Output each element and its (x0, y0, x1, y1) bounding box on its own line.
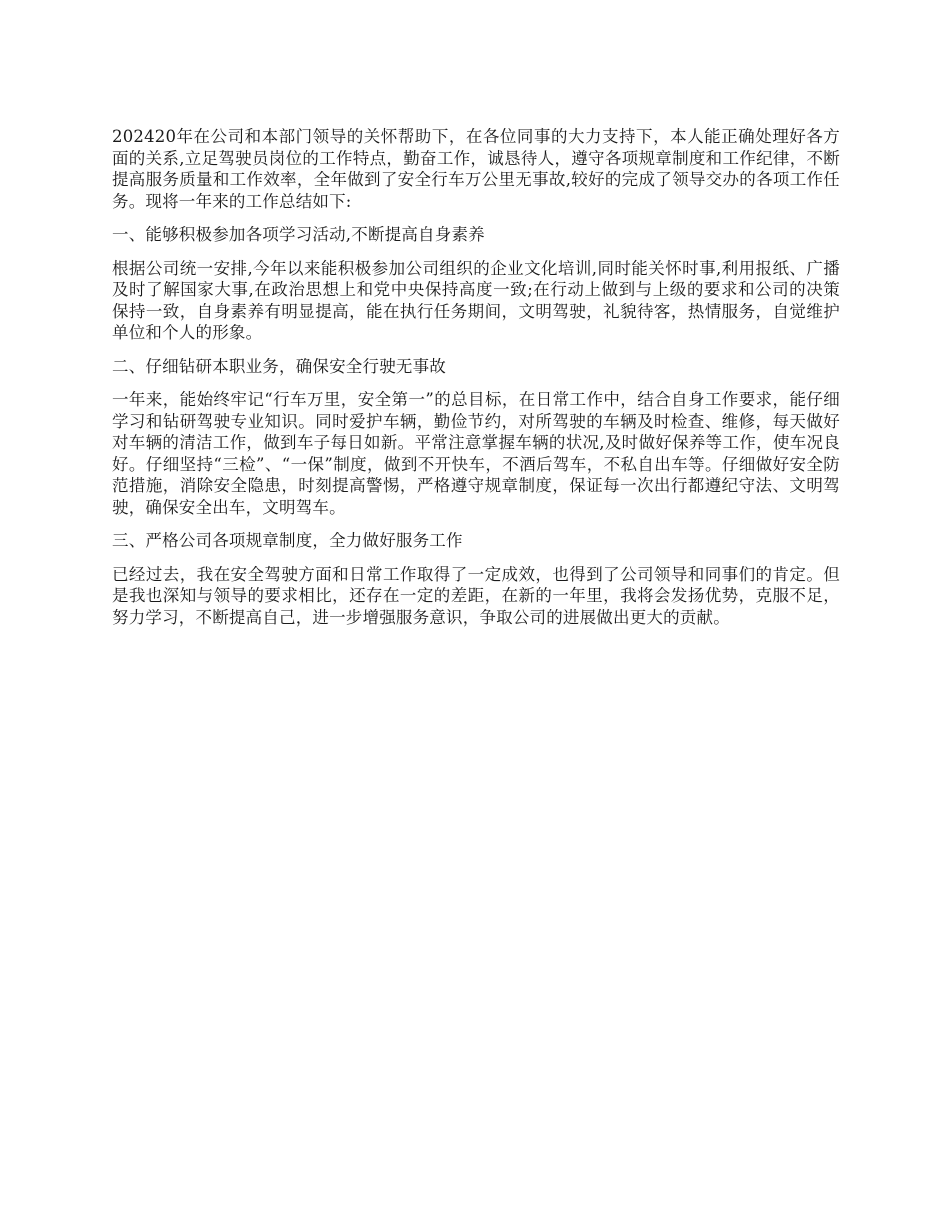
section-heading-3: 三、严格公司各项规章制度，全力做好服务工作 (112, 531, 463, 550)
section-heading-2: 二、仔细钻研本职业务，确保安全行驶无事故 (112, 356, 446, 376)
section-1-paragraph: 根据公司统一安排,今年以来能积极参加公司组织的企业文化培训,同时能关怀时事,利用报纸、广播及时了解国家大事,在政治思想上和党中央保持高度一致;在行动上做到与上级的要求和公司的决策保持一致，自身素养有明显提高，能在执行任务期间，文明驾驶，礼貌待客，热情服务，自觉维护单位和个人的形象。 (112, 258, 840, 342)
section-2-paragraph: 一年来，能始终牢记“行车万里，安全第一”的总目标，在日常工作中，结合自身工作要求，能仔细学习和钻研驾驶专业知识。同时爱护车辆，勤俭节约，对所驾驶的车辆及时检查、维修，每天做好对车辆的清洁工作，做到车子每日如新。平常注意掌握车辆的状况,及时做好保养等工作，使车况良好。仔细坚持“三检”、“一保”制度，做到不开快车，不酒后驾车，不私自出车等。仔细做好安全防范措施，消除安全隐患，时刻提高警惕，严格遵守规章制度，保证每一次出行都遵纪守法、文明驾驶，确保安全出车，文明驾车。 (112, 390, 840, 517)
intro-paragraph: 202420年在公司和本部门领导的关怀帮助下，在各位同事的大力支持下，本人能正确处理好各方面的关系,立足驾驶员岗位的工作特点，勤奋工作，诚恳待人，遵守各项规章制度和工作纪律，不断提高服务质量和工作效率，全年做到了安全行车万公里无事故,较好的完成了领导交办的各项工作任务。现将一年来的工作总结如下: (112, 127, 840, 211)
section-3-paragraph: 已经过去，我在安全驾驶方面和日常工作取得了一定成效，也得到了公司领导和同事们的肯定。但是我也深知与领导的要求相比，还存在一定的差距，在新的一年里，我将会发扬优势，克服不足，努力学习，不断提高自己，进一步增强服务意识，争取公司的进展做出更大的贡献。 (112, 564, 840, 627)
document-body (112, 126, 840, 640)
section-heading-1: 一、能够积极参加各项学习活动,不断提高自身素养 (112, 225, 485, 244)
